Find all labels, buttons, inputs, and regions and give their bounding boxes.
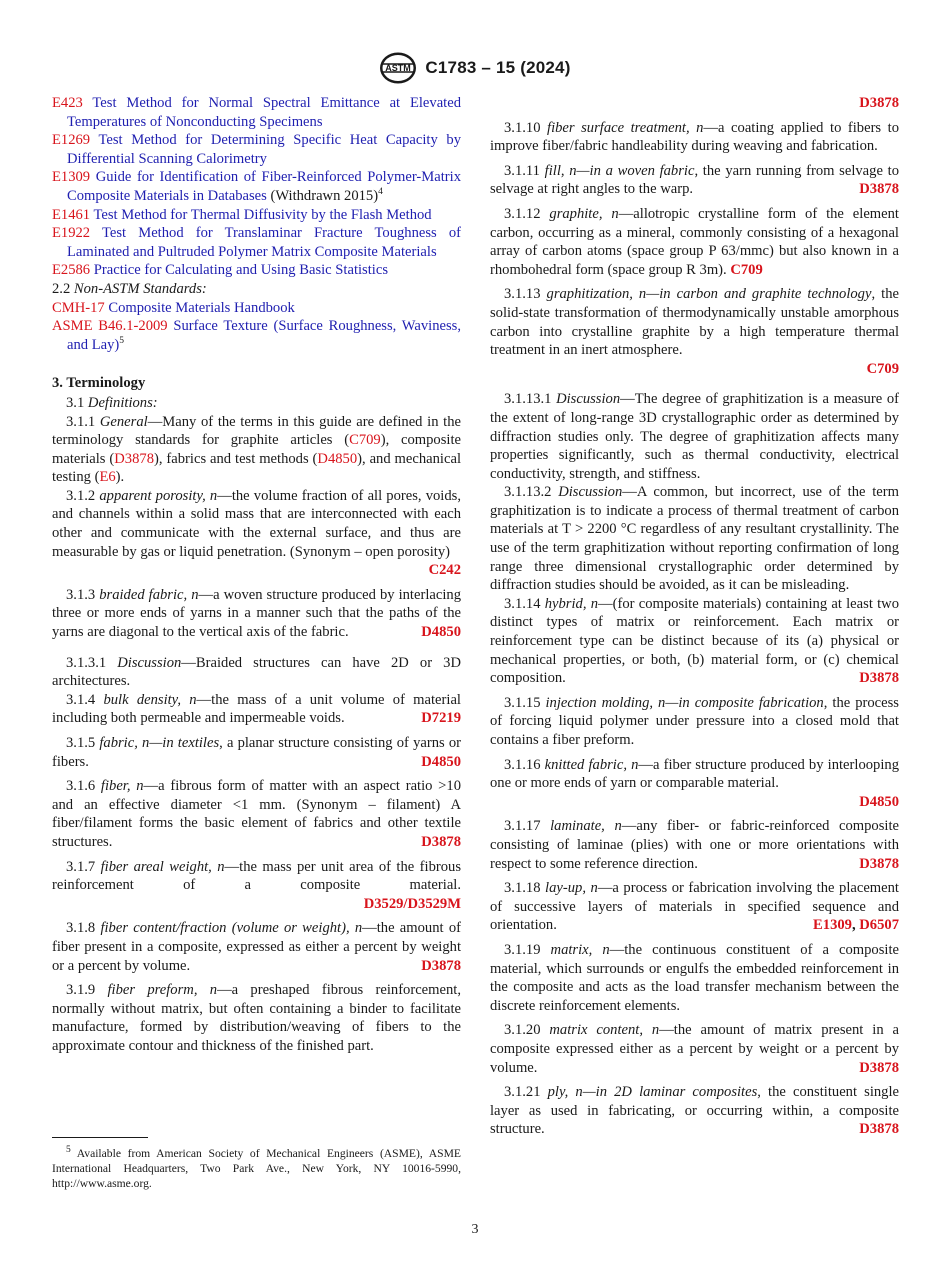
- source-codes: [799, 916, 899, 935]
- ref-code[interactable]: E1309: [52, 169, 91, 186]
- reference-asme: [52, 317, 461, 354]
- left-column: [52, 94, 461, 1056]
- definition-3-1-17: 3.1.17 laminate, n—any fiber- or fabric-reinforced composite consisting of laminae (plies) with one or more orientations with respect to some reference direction. D3878: [490, 818, 899, 872]
- ref-code[interactable]: E423: [52, 95, 83, 111]
- ref-title[interactable]: Test Method for Thermal Diffusivity by the Flash Method: [93, 206, 432, 223]
- footnote-divider: [52, 1137, 148, 1138]
- ref-title[interactable]: Surface Texture (Surface Roughness, Waviness, and Lay): [67, 318, 461, 353]
- ref-code[interactable]: CMH-17: [52, 299, 105, 316]
- link-c709[interactable]: C709: [349, 432, 381, 449]
- definition-3-1-20: 3.1.20 matrix content, n—the amount of matrix present in a composite expressed either as a percent by weight or a percent by volume. D3878: [490, 1022, 899, 1076]
- reference-e1269: [52, 131, 461, 168]
- definition-3-1-9: 3.1.9 fiber preform, n—a preshaped fibrous reinforcement, normally without matrix, but often containing a binder to facilitate manufacture, formed by distribution/weaving of fibers to the approximate contour and thickness of the finished part.: [52, 982, 461, 1054]
- definition-3-1-5: 3.1.5 fabric, n—in textiles, a planar structure consisting of yarns or fibers. D4850: [52, 735, 462, 770]
- source-code[interactable]: D3529/D3529M: [363, 895, 461, 912]
- ref-title[interactable]: Test Method for Normal Spectral Emittance at Elevated Temperatures of Nonconducting Specimens: [67, 95, 461, 130]
- source-code[interactable]: D3878: [421, 957, 461, 974]
- ref-title[interactable]: Practice for Calculating and Using Basic Statistics: [93, 262, 389, 279]
- link-d3878[interactable]: D3878: [114, 450, 154, 467]
- definition-3-1-15: 3.1.15 injection molding, n—in composite fabrication, the process of forcing liquid polymer under pressure into a closed mold that contains a fiber preform.: [490, 694, 899, 748]
- reference-cmh17: [52, 299, 461, 318]
- source-code[interactable]: D4850: [421, 753, 461, 770]
- source-separator: ,: [851, 917, 860, 934]
- section-number: 2.2: [52, 280, 71, 297]
- definition-3-1-7-source: [52, 895, 461, 914]
- page-number: 3: [471, 1222, 479, 1237]
- page-header: [0, 48, 950, 88]
- source-code[interactable]: C242: [428, 562, 461, 579]
- astm-logo-icon: [379, 51, 417, 85]
- footnote-5: [52, 1146, 461, 1192]
- reference-e1309: [52, 168, 461, 205]
- ref-code[interactable]: E1922: [52, 225, 91, 242]
- source-code[interactable]: C709: [866, 360, 899, 377]
- definition-3-1-18: 3.1.18 lay-up, n—a process or fabrication involving the placement of successive layers of materials in specified sequence and orientation. E1309, D6507: [490, 880, 899, 934]
- right-column: [490, 94, 899, 1139]
- link-e6[interactable]: E6: [99, 469, 116, 486]
- footnote-mark: 5: [119, 335, 125, 346]
- ref-code[interactable]: E2586: [52, 262, 91, 279]
- definition-3-1-10: 3.1.10 fiber surface treatment, n—a coating applied to fibers to improve fiber/fabric handleability during weaving and fabrication.: [490, 119, 899, 155]
- source-code[interactable]: D3878: [421, 833, 461, 850]
- footnote-mark: 4: [378, 187, 383, 198]
- ref-code[interactable]: E1269: [52, 132, 91, 149]
- ref-title[interactable]: Guide for Identification of Fiber-Reinforced Polymer-Matrix Composite Materials in Databases: [67, 169, 462, 204]
- ref-suffix: (Withdrawn 2015): [266, 187, 379, 204]
- definition-3-1-16: 3.1.16 knitted fabric, n—a fiber structure produced by interlooping one or more ends of yarn or comparable material. D4850: [490, 756, 899, 810]
- definition-3-1-21: 3.1.21 ply, n—in 2D laminar composites, the constituent single layer as used in fabricating, or occurring within, a composite structure. D3878: [490, 1084, 900, 1138]
- definition-3-1-1: 3.1.1 General—Many of the terms in this guide are defined in the terminology standards for graphite articles (C709), composite materials (D3878), fabrics and test methods (D4850), and mechanical testing (E6).: [52, 413, 461, 486]
- source-code[interactable]: D6507: [859, 917, 899, 934]
- link-d4850[interactable]: D4850: [317, 450, 358, 467]
- source-code[interactable]: D4850: [421, 624, 461, 641]
- source-code[interactable]: D3878: [859, 855, 899, 872]
- definition-3-1-19: 3.1.19 matrix, n—the continuous constituent of a composite material, which surrounds or engulfs the embedded reinforcement in the composite and acts as the load transfer mechanism between the discrete reinforcement elements.: [490, 941, 899, 1014]
- definition-3-1-6: 3.1.6 fiber, n—a fibrous form of matter with an aspect ratio >10 and an effective diameter <1 mm. (Synonym – filament) A fiber/filament forms the basic element of fabrics and other textile structures. D3878: [52, 778, 462, 850]
- definition-3-1-14: 3.1.14 hybrid, n—(for composite materials) containing at least two distinct types of matrix or reinforcement. Each matrix or reinforcement type can be distinct because of its (a) physical or mechanical properties, or both, (b) material form, or (c) chemical composition. D3878: [490, 595, 899, 687]
- definition-3-1-8: 3.1.8 fiber content/fraction (volume or weight), n—the amount of fiber present in a composite, expressed as either a percent by weight or a percent by volume. D3878: [52, 920, 461, 974]
- section-heading-terminology: 3. Terminology: [52, 375, 146, 392]
- definition-3-1-7: 3.1.7 fiber areal weight, n—the mass per unit area of the fibrous reinforcement of a composite material.: [52, 858, 462, 894]
- definition-3-1-4: 3.1.4 bulk density, n—the mass of a unit volume of material including both permeable and impermeable voids. D7219: [52, 691, 461, 727]
- source-code[interactable]: D4850: [859, 793, 899, 810]
- document-id: C1783 – 15 (2024): [425, 57, 571, 77]
- source-code[interactable]: D3878: [859, 1121, 899, 1138]
- ref-code[interactable]: E1461: [52, 206, 91, 223]
- source-code[interactable]: D3878: [859, 670, 899, 687]
- ref-title[interactable]: Composite Materials Handbook: [108, 299, 295, 316]
- source-code[interactable]: E1309: [813, 917, 852, 934]
- reference-e1922: [52, 224, 461, 261]
- subsection-2-2: [52, 280, 461, 299]
- ref-code[interactable]: ASME B46.1-2009: [52, 318, 168, 335]
- definition-3-1-3: 3.1.3 braided fabric, n—a woven structure produced by interlacing three or more ends of yarns in a manner such that the paths of the yarns are diagonal to the vertical axis of the fabric. D4850: [52, 586, 461, 641]
- source-code[interactable]: D3878: [859, 181, 899, 198]
- definition-3-1-3-1: 3.1.3.1 Discussion—Braided structures can have 2D or 3D architectures.: [52, 654, 461, 690]
- footnote-text: Available from American Society of Mechanical Engineers (ASME), ASME International Headquarters, Two Park Ave., New York, NY 10016-5990, http://www.asme.org.: [52, 1147, 461, 1191]
- definition-3-1-13-1: 3.1.13.1 Discussion—The degree of graphitization is a measure of the extent of long-range 3D crystallographic order as determined by diffraction studies only. The degree of graphitization affects many properties significantly, such as thermal conductivity, electrical conductivity, strength, and stiffness.: [490, 391, 899, 482]
- source-code[interactable]: D3878: [859, 1059, 899, 1076]
- definition-3-1-11: 3.1.11 fill, n—in a woven fabric, the yarn running from selvage to selvage at right angles to the warp. D3878: [490, 162, 899, 198]
- definition-3-1: 3.1 Definitions:: [66, 394, 158, 411]
- source-code[interactable]: C709: [730, 261, 763, 278]
- source-code[interactable]: D7219: [421, 710, 461, 727]
- definition-3-1-9-source: [490, 94, 899, 113]
- reference-e423: [52, 94, 461, 131]
- definition-3-1-13: 3.1.13 graphitization, n—in carbon and graphite technology, the solid-state transformation of thermodynamically unstable amorphous carbon into crystalline graphite by a high temperature thermal treatment in an inert atmosphere. C709: [490, 286, 899, 377]
- definition-3-1-12: 3.1.12 graphite, n—allotropic crystalline form of the element carbon, occurring as a mineral, commonly consisting of a hexagonal array of carbon atoms (space group P 63/mmc) but also known in a rhombohedral form (space group R 3m). C709: [490, 205, 899, 278]
- reference-e2586: [52, 261, 461, 280]
- source-code[interactable]: D3878: [859, 95, 899, 111]
- ref-title[interactable]: Test Method for Determining Specific Heat Capacity by Differential Scanning Calorimetry: [67, 132, 461, 167]
- logo-text: ASTM: [385, 63, 412, 73]
- section-title: Non-ASTM Standards:: [73, 280, 207, 297]
- reference-e1461: [52, 206, 461, 225]
- definition-3-1-13-2: 3.1.13.2 Discussion—A common, but incorrect, use of the term graphitization is to indicate a process of thermal treatment of carbon materials at T > 2200 °C regardless of any resultant crystallinity. The use of the term graphitization without reporting confirmation of long range three dimensional crystallographic order determined by diffraction studies should be avoided, as it can be misleading.: [490, 484, 899, 594]
- definition-3-1-2: 3.1.2 apparent porosity, n—the volume fraction of all pores, voids, and channels within a solid mass that are interconnected with each other and communicate with the external surface, and thus are measurable by gas or liquid penetration. (Synonym – open porosity) C242: [52, 487, 461, 579]
- ref-title[interactable]: Test Method for Translaminar Fracture Toughness of Laminated and Pultruded Polymer Matrix Composite Materials: [67, 225, 462, 260]
- footnote-mark: 5: [66, 1145, 71, 1156]
